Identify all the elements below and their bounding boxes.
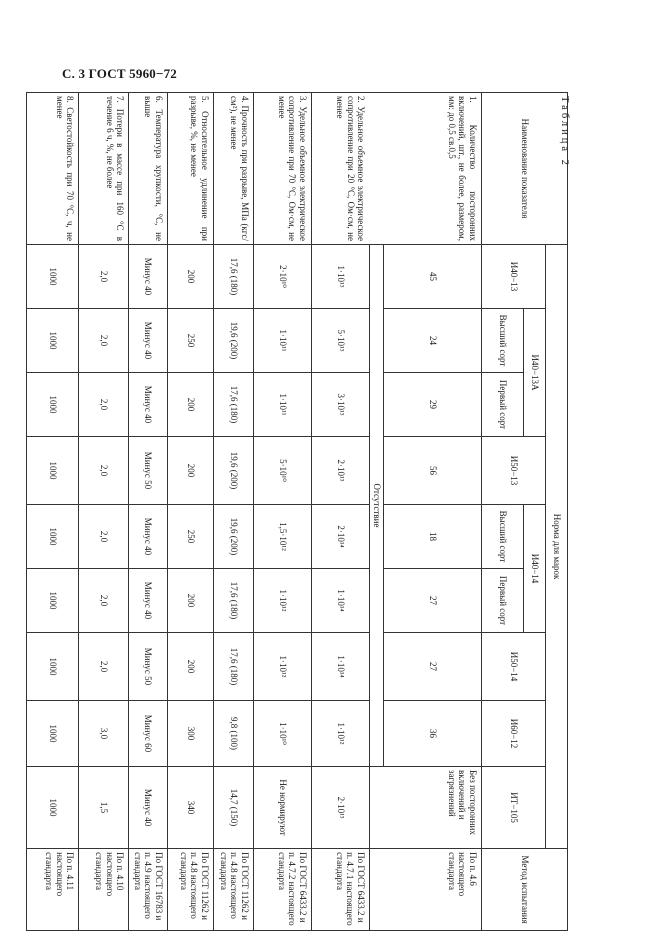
value-cell: 1·10¹² xyxy=(254,633,312,701)
value-cell: 1·10¹² xyxy=(254,569,312,633)
table-caption: Таблица 2 xyxy=(559,96,570,168)
value-cell: 2,0 xyxy=(79,245,129,309)
header-indicator: Наименование показателя xyxy=(482,93,568,245)
value-cell: 1·10¹³ xyxy=(312,245,370,309)
value-cell: 1000 xyxy=(27,373,79,437)
blank-cell xyxy=(370,849,384,931)
value-cell: 27 xyxy=(384,569,482,633)
value-cell: 340 xyxy=(168,767,214,849)
param-cell: 4. Прочность при разрыве, МПа (кгс/см²), не менее xyxy=(214,93,254,245)
subheader-first-grade: Первый сорт xyxy=(482,569,524,633)
value-cell: Минус 60 xyxy=(129,701,168,767)
value-cell: 17,6 (180) xyxy=(214,373,254,437)
param-cell: 5. Относительное удлинение при разрыве, %, не менее xyxy=(168,93,214,245)
method-cell: По ГОСТ 11262 и п. 4.8 настоящего стандарта xyxy=(214,849,254,931)
header-grade-i40-13: И40−13 xyxy=(482,245,546,309)
value-cell: Минус 40 xyxy=(129,373,168,437)
value-cell: 1000 xyxy=(27,633,79,701)
value-cell: Минус 50 xyxy=(129,633,168,701)
value-cell: 1·10¹² xyxy=(312,701,370,767)
value-cell: 1·10¹¹ xyxy=(254,309,312,373)
value-cell: 300 xyxy=(168,701,214,767)
value-cell: Минус 40 xyxy=(129,309,168,373)
param-cell: 3. Удельное объемное электрическое сопротивление при 70 °С, Ом·см, не менее xyxy=(254,93,312,245)
param-cell: 7. Потери в массе при 160 °С в течение 6 ч, %, не более xyxy=(79,93,129,245)
value-cell: 2,0 xyxy=(79,309,129,373)
param-cell: 6. Температура хрупкости, °С, не выше xyxy=(129,93,168,245)
value-cell: Минус 40 xyxy=(129,505,168,569)
value-cell: 36 xyxy=(384,701,482,767)
header-grade-it-105: ИТ−105 xyxy=(482,767,546,849)
header-grade-i40-13a: И40−13А xyxy=(524,309,546,437)
value-cell: 200 xyxy=(168,373,214,437)
value-cell: 200 xyxy=(168,437,214,505)
method-cell: По ГОСТ 6433.2 и п. 4.7.2 настоящего стандарта xyxy=(254,849,312,931)
specs-table xyxy=(26,92,568,931)
value-cell: 200 xyxy=(168,569,214,633)
value-cell: 2,0 xyxy=(79,437,129,505)
value-cell: 1000 xyxy=(27,245,79,309)
value-cell: 1·10¹⁴ xyxy=(312,569,370,633)
value-cell: 56 xyxy=(384,437,482,505)
header-grade-i60-12: И60−12 xyxy=(482,701,546,767)
header-method: Метод испытания xyxy=(482,849,568,931)
subheader-first-grade: Первый сорт xyxy=(482,373,524,437)
value-cell: 3·10¹³ xyxy=(312,373,370,437)
value-cell: 19,6 (200) xyxy=(214,437,254,505)
value-cell: Не нормируют xyxy=(254,767,312,849)
method-cell: По ГОСТ 11262 и п. 4.8 настоящего стандарта xyxy=(168,849,214,931)
method-cell: По п. 4.11 настоящего стандарта xyxy=(27,849,79,931)
value-cell: 1000 xyxy=(27,505,79,569)
value-cell: 19,6 (200) xyxy=(214,309,254,373)
value-cell: 1000 xyxy=(27,701,79,767)
value-cell: 17,6 (180) xyxy=(214,633,254,701)
value-cell: 2·10¹⁰ xyxy=(254,245,312,309)
value-cell: 19,6 (200) xyxy=(214,505,254,569)
value-cell: 5·10¹⁰ xyxy=(254,437,312,505)
value-cell: 9,8 (100) xyxy=(214,701,254,767)
method-cell: По п. 4.10 настоящего стандарта xyxy=(79,849,129,931)
value-cell: 18 xyxy=(384,505,482,569)
value-cell: Минус 40 xyxy=(129,569,168,633)
value-cell: 14,7 (150) xyxy=(214,767,254,849)
blank-cell xyxy=(370,767,384,849)
header-grade-i50-13: И50−13 xyxy=(482,437,546,505)
value-cell: 3,0 xyxy=(79,701,129,767)
subheader-top-grade: Высший сорт xyxy=(482,309,524,373)
value-cell: 250 xyxy=(168,505,214,569)
value-cell: 2·10¹³ xyxy=(312,767,370,849)
method-cell: По п. 4.6 настоящего стандарта xyxy=(384,849,482,931)
value-cell: 1000 xyxy=(27,767,79,849)
value-cell: Минус 40 xyxy=(129,245,168,309)
subheader-top-grade: Высший сорт xyxy=(482,505,524,569)
value-cell: Без посторонних включений и загрязнений xyxy=(384,767,482,849)
method-cell: По ГОСТ 6433.2 и п. 4.7.1 настоящего стандарта xyxy=(312,849,370,931)
page-header: С. 3 ГОСТ 5960−72 xyxy=(62,66,177,81)
value-cell: 2·10¹⁴ xyxy=(312,505,370,569)
header-norm: Норма для марок xyxy=(546,245,568,849)
param-cell-blank xyxy=(370,93,384,245)
value-cell: Минус 40 xyxy=(129,767,168,849)
value-cell: 2,0 xyxy=(79,569,129,633)
value-cell: Минус 50 xyxy=(129,437,168,505)
method-cell: По ГОСТ 16783 и п. 4.9 настоящего стандарта xyxy=(129,849,168,931)
value-cell: 5·10¹³ xyxy=(312,309,370,373)
value-cell: 200 xyxy=(168,245,214,309)
value-cell: 1·10¹⁰ xyxy=(254,701,312,767)
param-cell: 8. Светостойкость при 70 °С, ч, не менее xyxy=(27,93,79,245)
rotated-table-container xyxy=(43,92,568,930)
value-cell: 29 xyxy=(384,373,482,437)
value-cell: 200 xyxy=(168,633,214,701)
value-cell: 2·10¹³ xyxy=(312,437,370,505)
value-cell: 1·10¹⁴ xyxy=(312,633,370,701)
header-grade-i50-14: И50−14 xyxy=(482,633,546,701)
absent-span-cell: Отсутствие xyxy=(370,245,384,767)
value-cell: 17,6 (180) xyxy=(214,245,254,309)
value-cell: 45 xyxy=(384,245,482,309)
value-cell: 2,0 xyxy=(79,633,129,701)
header-grade-i40-14: И40−14 xyxy=(524,505,546,633)
value-cell: 17,6 (180) xyxy=(214,569,254,633)
value-cell: 24 xyxy=(384,309,482,373)
param-cell: 1. Количество посторонних включений, шт., не более, размером, мм: до 0,5 св.0,5 xyxy=(384,93,482,245)
value-cell: 1000 xyxy=(27,309,79,373)
value-cell: 2,0 xyxy=(79,505,129,569)
value-cell: 1,5·10¹² xyxy=(254,505,312,569)
value-cell: 27 xyxy=(384,633,482,701)
param-cell: 2. Удельное объемное электрическое сопротивление при 20 °С, Ом·см, не менее xyxy=(312,93,370,245)
value-cell: 1,5 xyxy=(79,767,129,849)
value-cell: 1000 xyxy=(27,437,79,505)
value-cell: 2,0 xyxy=(79,373,129,437)
value-cell: 1·10¹¹ xyxy=(254,373,312,437)
value-cell: 1000 xyxy=(27,569,79,633)
value-cell: 250 xyxy=(168,309,214,373)
